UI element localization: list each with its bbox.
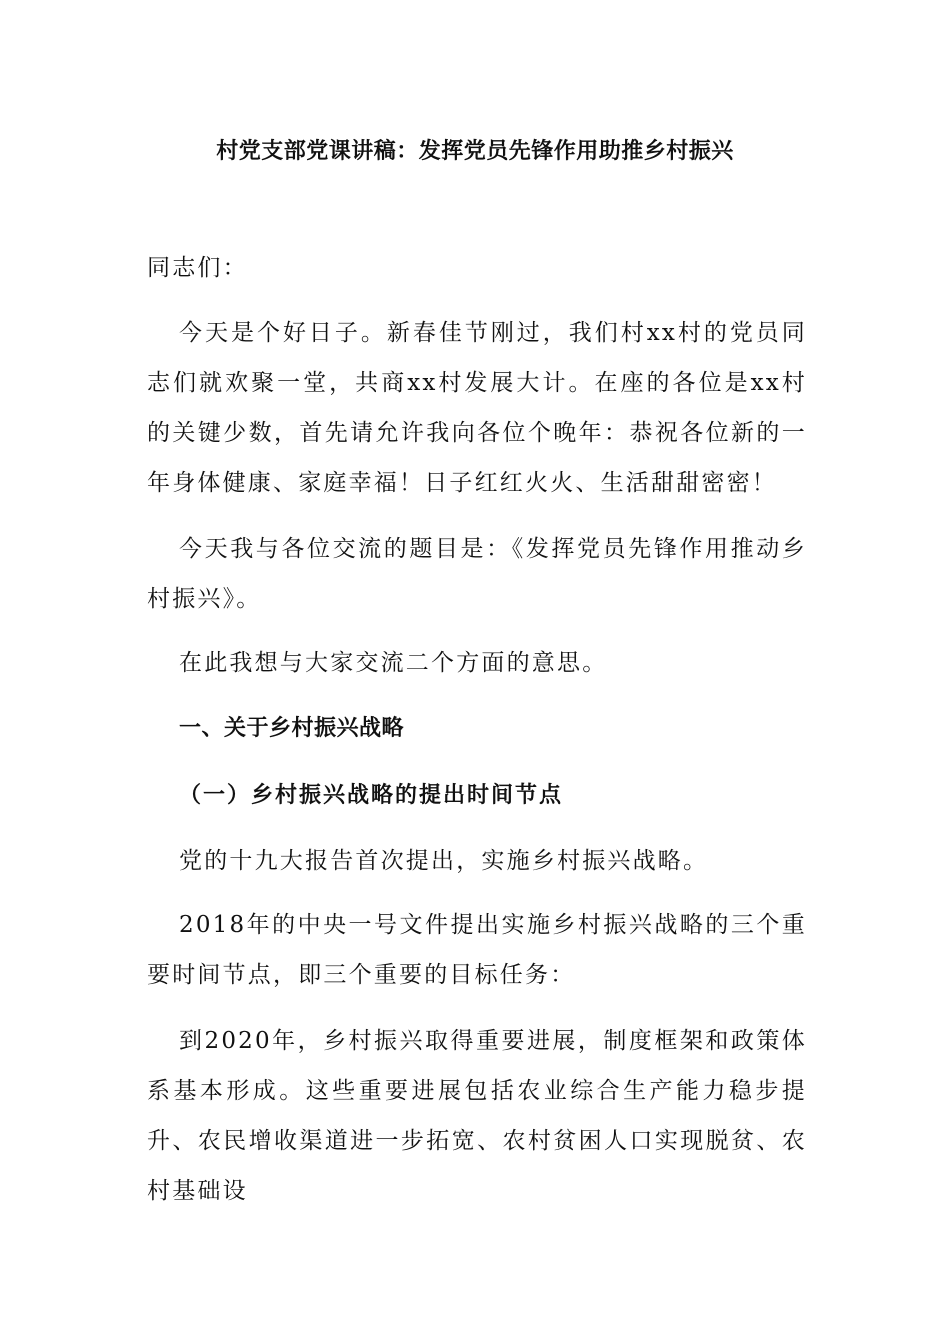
paragraph-2018-document: 2018年的中央一号文件提出实施乡村振兴战略的三个重要时间节点，即三个重要的目标任务： [147, 912, 807, 988]
paragraph-topic: 今天我与各位交流的题目是：《发挥党员先锋作用推动乡村振兴》。 [147, 536, 807, 612]
section-heading-1: 一、关于乡村振兴战略 [179, 716, 405, 741]
paragraph-outline: 在此我想与大家交流二个方面的意思。 [179, 650, 608, 676]
salutation: 同志们： [147, 255, 248, 281]
subsection-heading-1: （一）乡村振兴战略的提出时间节点 [179, 782, 564, 808]
paragraph-2020-goal: 到2020年，乡村振兴取得重要进展，制度框架和政策体系基本形成。这些重要进展包括农业综合生产能力稳步提升、农民增收渠道进一步拓宽、农村贫困人口实现脱贫、农村基础设 [147, 1028, 807, 1204]
paragraph-19th-congress: 党的十九大报告首次提出，实施乡村振兴战略。 [179, 848, 709, 874]
document-title: 村党支部党课讲稿：发挥党员先锋作用助推乡村振兴 [216, 139, 734, 164]
paragraph-greeting: 今天是个好日子。新春佳节刚过，我们村xx村的党员同志们就欢聚一堂，共商xx村发展大计。在座的各位是xx村的关键少数，首先请允许我向各位个晚年：恭祝各位新的一年身体健康、家庭幸福！日子红红火火、生活甜甜密密！ [147, 320, 807, 496]
